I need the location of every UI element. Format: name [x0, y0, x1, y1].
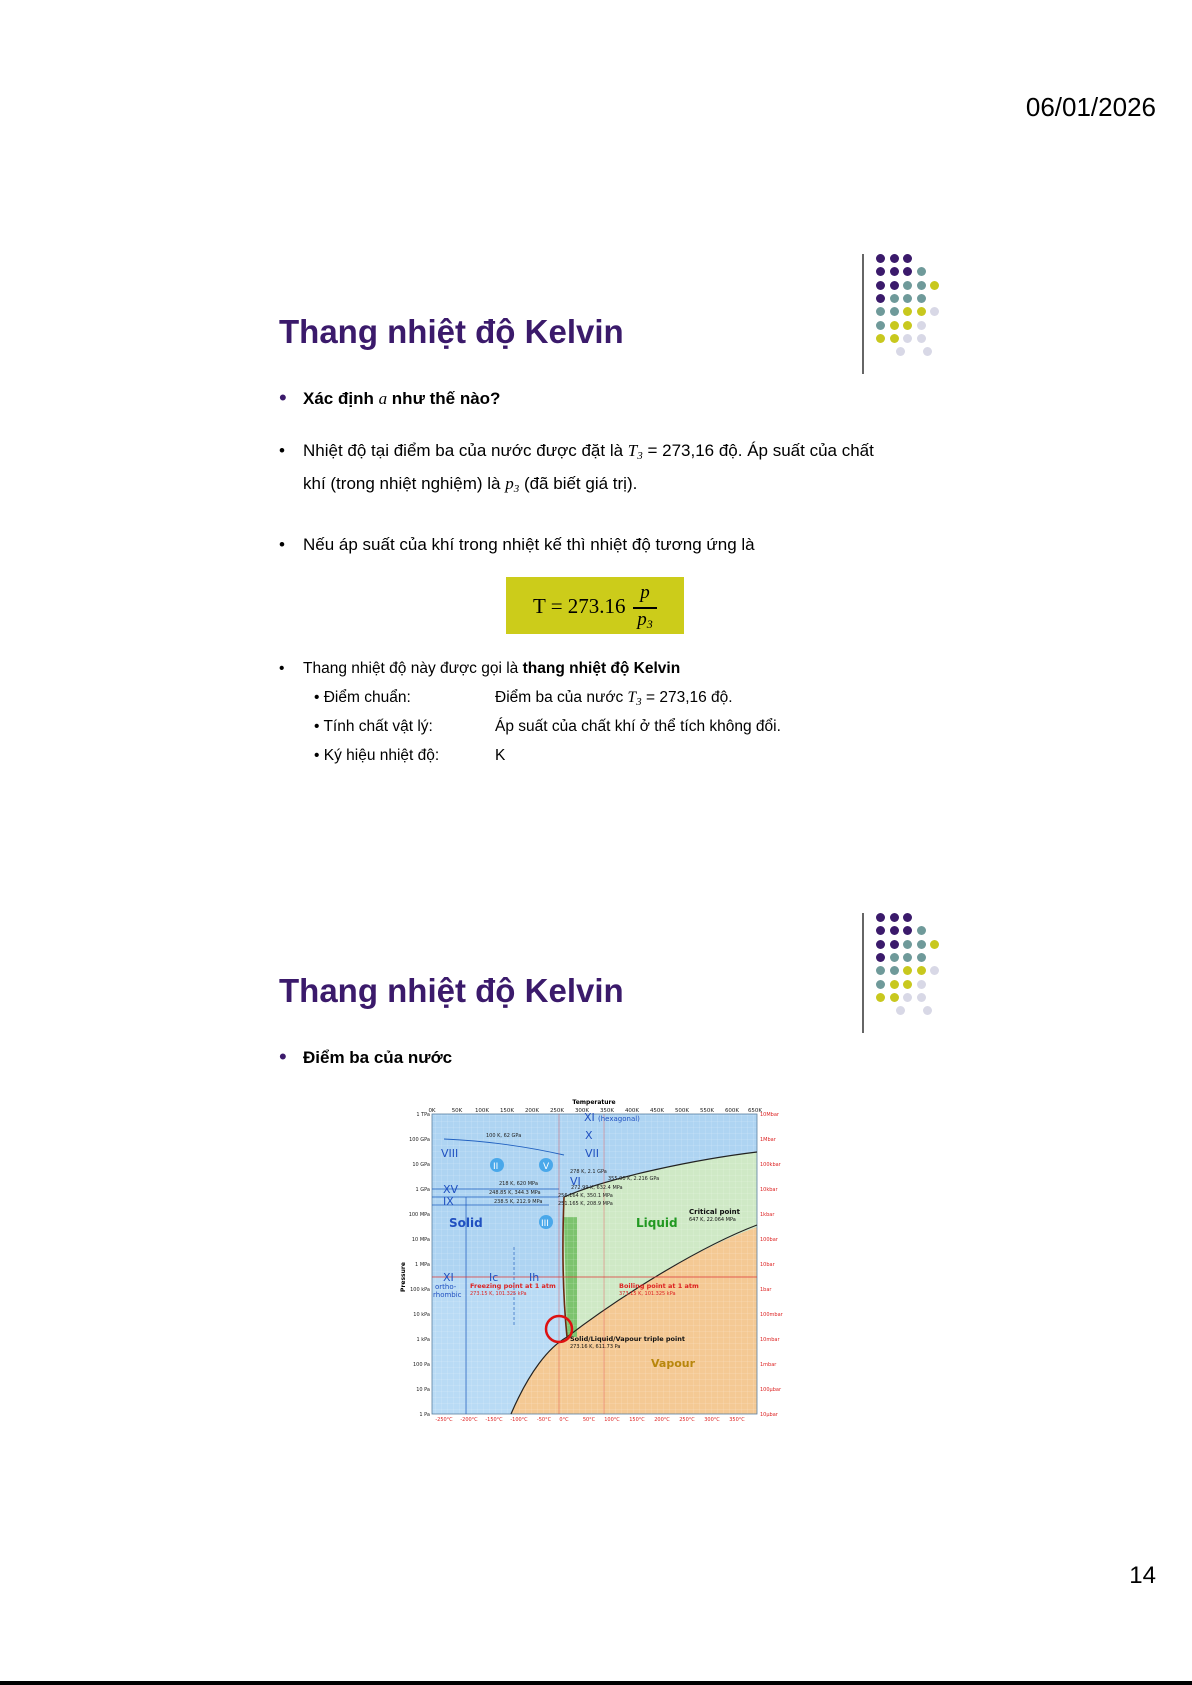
svg-text:XI: XI — [584, 1111, 595, 1124]
logo-dot — [876, 321, 885, 330]
logo-dot — [890, 926, 899, 935]
logo-dot — [896, 1006, 905, 1015]
logo-dot — [903, 913, 912, 922]
svg-text:XI: XI — [443, 1271, 454, 1284]
logo-dot — [917, 307, 926, 316]
logo-dot — [876, 926, 885, 935]
logo-dot — [903, 966, 912, 975]
svg-text:Ic: Ic — [489, 1271, 499, 1284]
svg-text:150°C: 150°C — [629, 1417, 645, 1422]
svg-text:600K: 600K — [724, 1108, 740, 1114]
logo-dot — [903, 926, 912, 935]
logo-dot — [930, 281, 939, 290]
svg-text:100 GPa: 100 GPa — [409, 1137, 430, 1143]
logo-dot — [890, 980, 899, 989]
slide-2-title: Thang nhiệt độ Kelvin — [279, 972, 624, 1009]
svg-text:Pressure: Pressure — [400, 1262, 407, 1292]
logo-dot — [903, 281, 912, 290]
svg-text:300K: 300K — [574, 1108, 590, 1114]
page-bottom-rule — [0, 1681, 1192, 1685]
logo-dot — [930, 966, 939, 975]
logo-dot — [876, 254, 885, 263]
svg-text:50°C: 50°C — [582, 1417, 596, 1422]
svg-text:350K: 350K — [599, 1108, 615, 1114]
svg-text:10bar: 10bar — [760, 1262, 775, 1268]
svg-text:-250°C: -250°C — [435, 1417, 453, 1422]
logo-dot — [876, 966, 885, 975]
slide-1-title: Thang nhiệt độ Kelvin — [279, 313, 624, 350]
logo-dot — [917, 953, 926, 962]
logo-dot — [890, 913, 899, 922]
logo-dot — [903, 307, 912, 316]
svg-text:273.15 K, 101.325 kPa: 273.15 K, 101.325 kPa — [470, 1291, 527, 1297]
logo-dot — [917, 926, 926, 935]
logo-dot — [876, 993, 885, 1002]
svg-text:1 MPa: 1 MPa — [415, 1262, 430, 1268]
svg-text:300°C: 300°C — [704, 1417, 720, 1422]
para3-b: thang nhiệt độ Kelvin — [522, 660, 681, 677]
logo-dot — [930, 940, 939, 949]
logo-dot — [917, 993, 926, 1002]
page-number: 14 — [1129, 1562, 1156, 1589]
para1-sub: 3 — [637, 450, 643, 462]
logo-dot — [896, 347, 905, 356]
logo-dot — [917, 321, 926, 330]
slide-1-divider — [862, 254, 864, 374]
para3-a: Thang nhiệt độ này được gọi là — [303, 660, 523, 677]
svg-text:-200°C: -200°C — [460, 1417, 478, 1422]
item-label: Tính chất vật lý: — [323, 718, 433, 735]
svg-text:100 Pa: 100 Pa — [413, 1362, 430, 1368]
formula-lhs: T = 273.16 — [533, 594, 626, 618]
logo-dot — [876, 980, 885, 989]
para1-sym: T — [627, 441, 638, 460]
question-var: a — [378, 389, 388, 408]
logo-dot — [903, 267, 912, 276]
para1-sym2: p — [505, 474, 514, 493]
svg-text:rhombic: rhombic — [433, 1291, 462, 1299]
svg-text:V: V — [543, 1162, 550, 1172]
svg-text:Freezing point at 1 atm: Freezing point at 1 atm — [470, 1282, 556, 1290]
svg-text:(hexagonal): (hexagonal) — [598, 1115, 640, 1123]
logo-dot — [917, 294, 926, 303]
svg-text:100µbar: 100µbar — [760, 1387, 782, 1393]
logo-dot — [903, 940, 912, 949]
logo-dot — [903, 294, 912, 303]
svg-text:100mbar: 100mbar — [760, 1312, 783, 1318]
svg-text:II: II — [493, 1162, 499, 1172]
svg-text:100°C: 100°C — [604, 1417, 620, 1422]
logo-dot — [876, 281, 885, 290]
formula-numerator: p — [640, 582, 650, 603]
svg-text:0°C: 0°C — [559, 1417, 569, 1422]
logo-dot — [903, 980, 912, 989]
svg-text:100 MPa: 100 MPa — [408, 1212, 430, 1218]
svg-text:200°C: 200°C — [654, 1417, 670, 1422]
svg-text:100 K, 62 GPa: 100 K, 62 GPa — [486, 1133, 522, 1139]
svg-text:273.16 K, 611.73 Pa: 273.16 K, 611.73 Pa — [570, 1344, 621, 1350]
logo-dot — [923, 1006, 932, 1015]
svg-text:Ih: Ih — [529, 1271, 540, 1284]
svg-text:10µbar: 10µbar — [760, 1412, 778, 1418]
logo-dot — [903, 321, 912, 330]
item-label: Ký hiệu nhiệt độ: — [323, 747, 440, 764]
svg-text:50K: 50K — [451, 1108, 463, 1114]
vapour-label: Vapour — [651, 1357, 696, 1370]
header-date: 06/01/2026 — [1025, 92, 1156, 122]
svg-text:250°C: 250°C — [679, 1417, 695, 1422]
svg-text:10 Pa: 10 Pa — [416, 1387, 430, 1393]
svg-text:1mbar: 1mbar — [760, 1362, 777, 1368]
svg-text:272.99 K, 632.4 MPa: 272.99 K, 632.4 MPa — [571, 1185, 623, 1191]
para1-sub2: 3 — [513, 483, 520, 495]
svg-text:100kbar: 100kbar — [760, 1162, 781, 1168]
logo-dot — [890, 294, 899, 303]
logo-dot — [917, 334, 926, 343]
logo-dot — [876, 267, 885, 276]
svg-text:1bar: 1bar — [760, 1287, 772, 1293]
slide-2-divider — [862, 913, 864, 1033]
svg-text:150K: 150K — [499, 1108, 515, 1114]
logo-dot — [890, 267, 899, 276]
logo-dot — [890, 321, 899, 330]
logo-dot — [876, 307, 885, 316]
item-physical-property-value: Áp suất của chất khí ở thể tích không đổi. — [495, 718, 781, 735]
svg-text:100K: 100K — [474, 1108, 490, 1114]
svg-text:XV: XV — [443, 1183, 459, 1196]
logo-dot — [890, 953, 899, 962]
logo-dot — [923, 347, 932, 356]
svg-text:400K: 400K — [624, 1108, 640, 1114]
item-reference-point-value: Điểm ba của nước $T_3 = 273,16$ độ. — [495, 689, 733, 708]
svg-text:10Mbar: 10Mbar — [760, 1112, 779, 1118]
svg-text:ortho-: ortho- — [435, 1283, 457, 1291]
logo-dot — [890, 281, 899, 290]
svg-text:200K: 200K — [524, 1108, 540, 1114]
svg-text:-100°C: -100°C — [510, 1417, 528, 1422]
logo-dot — [876, 294, 885, 303]
item-label: Điểm chuẩn: — [323, 689, 411, 706]
svg-text:355.00 K, 2.216 GPa: 355.00 K, 2.216 GPa — [608, 1176, 660, 1182]
svg-text:647 K, 22.064 MPa: 647 K, 22.064 MPa — [689, 1217, 736, 1223]
svg-text:218 K, 620 MPa: 218 K, 620 MPa — [499, 1181, 538, 1187]
para1-line2-a: khí (trong nhiệt nghiệm) là — [303, 474, 506, 493]
svg-text:450K: 450K — [649, 1108, 665, 1114]
triple-point-text: Điểm ba của nước — [303, 1048, 453, 1067]
logo-dot — [903, 953, 912, 962]
svg-text:256.164 K, 350.1 MPa: 256.164 K, 350.1 MPa — [558, 1193, 613, 1199]
kelvin-formula — [506, 577, 684, 634]
para2-text: Nếu áp suất của khí trong nhiệt kế thì nhiệt độ tương ứng là — [303, 535, 755, 554]
svg-text:Temperature: Temperature — [572, 1099, 616, 1106]
svg-text:1Mbar: 1Mbar — [760, 1137, 776, 1143]
svg-text:650K: 650K — [747, 1108, 763, 1114]
formula-denominator: $p_3$ — [637, 609, 653, 631]
item-reference-point: • Điểm chuẩn: — [314, 689, 411, 706]
svg-text:1 Pa: 1 Pa — [419, 1412, 430, 1418]
item-temperature-symbol-value: K — [495, 747, 506, 764]
logo-dot — [917, 966, 926, 975]
svg-text:100 kPa: 100 kPa — [410, 1287, 430, 1293]
svg-text:10 MPa: 10 MPa — [411, 1237, 430, 1243]
svg-text:Solid/Liquid/Vapour triple poi: Solid/Liquid/Vapour triple point — [570, 1335, 685, 1343]
logo-dot — [876, 913, 885, 922]
item-physical-property: • Tính chất vật lý: — [314, 718, 433, 735]
question-pre: Xác định — [303, 389, 379, 408]
logo-dot — [903, 993, 912, 1002]
svg-text:248.85 K, 344.3 MPa: 248.85 K, 344.3 MPa — [489, 1190, 541, 1196]
svg-text:10mbar: 10mbar — [760, 1337, 780, 1343]
svg-text:X: X — [585, 1129, 593, 1142]
svg-text:Boiling point at 1 atm: Boiling point at 1 atm — [619, 1282, 699, 1290]
svg-text:Solid: Solid — [449, 1216, 483, 1230]
svg-text:III: III — [541, 1219, 549, 1229]
svg-text:350°C: 350°C — [729, 1417, 745, 1422]
para1-a: Nhiệt độ tại điểm ba của nước được đặt là — [303, 441, 628, 460]
logo-dot — [890, 940, 899, 949]
logo-dot — [903, 254, 912, 263]
svg-text:IX: IX — [443, 1195, 454, 1208]
logo-dot — [890, 993, 899, 1002]
svg-text:238.5 K, 212.9 MPa: 238.5 K, 212.9 MPa — [494, 1199, 543, 1205]
svg-text:0K: 0K — [428, 1108, 436, 1114]
logo-dot — [876, 334, 885, 343]
logo-dot — [890, 254, 899, 263]
svg-text:VIII: VIII — [441, 1147, 459, 1160]
svg-text:251.165 K, 208.9 MPa: 251.165 K, 208.9 MPa — [558, 1201, 613, 1207]
logo-dot — [917, 980, 926, 989]
svg-text:VII: VII — [585, 1147, 600, 1160]
water-phase-diagram — [399, 1097, 785, 1422]
logo-dot — [890, 966, 899, 975]
logo-dot — [890, 307, 899, 316]
svg-text:100bar: 100bar — [760, 1237, 778, 1243]
logo-dot — [917, 281, 926, 290]
svg-text:1 kPa: 1 kPa — [416, 1337, 430, 1343]
svg-text:550K: 550K — [699, 1108, 715, 1114]
svg-text:10 GPa: 10 GPa — [412, 1162, 430, 1168]
svg-text:250K: 250K — [549, 1108, 565, 1114]
svg-text:VI: VI — [570, 1175, 581, 1188]
logo-dot — [917, 267, 926, 276]
svg-text:Critical point: Critical point — [689, 1208, 740, 1216]
logo-dot — [903, 334, 912, 343]
para1-b: = 273,16 độ. Áp suất của chất — [642, 441, 874, 460]
svg-text:1kbar: 1kbar — [760, 1212, 775, 1218]
svg-text:10 kPa: 10 kPa — [413, 1312, 430, 1318]
logo-dot — [876, 940, 885, 949]
logo-dot — [930, 307, 939, 316]
svg-text:373.15 K, 101.325 kPa: 373.15 K, 101.325 kPa — [619, 1291, 676, 1297]
svg-text:278 K, 2.1 GPa: 278 K, 2.1 GPa — [570, 1169, 607, 1175]
liquid-label: Liquid — [636, 1216, 678, 1230]
svg-text:-150°C: -150°C — [485, 1417, 503, 1422]
svg-text:-50°C: -50°C — [536, 1417, 552, 1422]
svg-text:10kbar: 10kbar — [760, 1187, 778, 1193]
para1-line2-b: (đã biết giá trị). — [519, 474, 638, 493]
question-post: như thế nào? — [387, 389, 501, 408]
svg-text:1 GPa: 1 GPa — [415, 1187, 430, 1193]
logo-dot — [876, 953, 885, 962]
logo-dot — [890, 334, 899, 343]
logo-dot — [917, 940, 926, 949]
svg-text:1 TPa: 1 TPa — [416, 1112, 430, 1118]
svg-text:500K: 500K — [674, 1108, 690, 1114]
item-temperature-symbol: • Ký hiệu nhiệt độ: — [314, 747, 440, 764]
